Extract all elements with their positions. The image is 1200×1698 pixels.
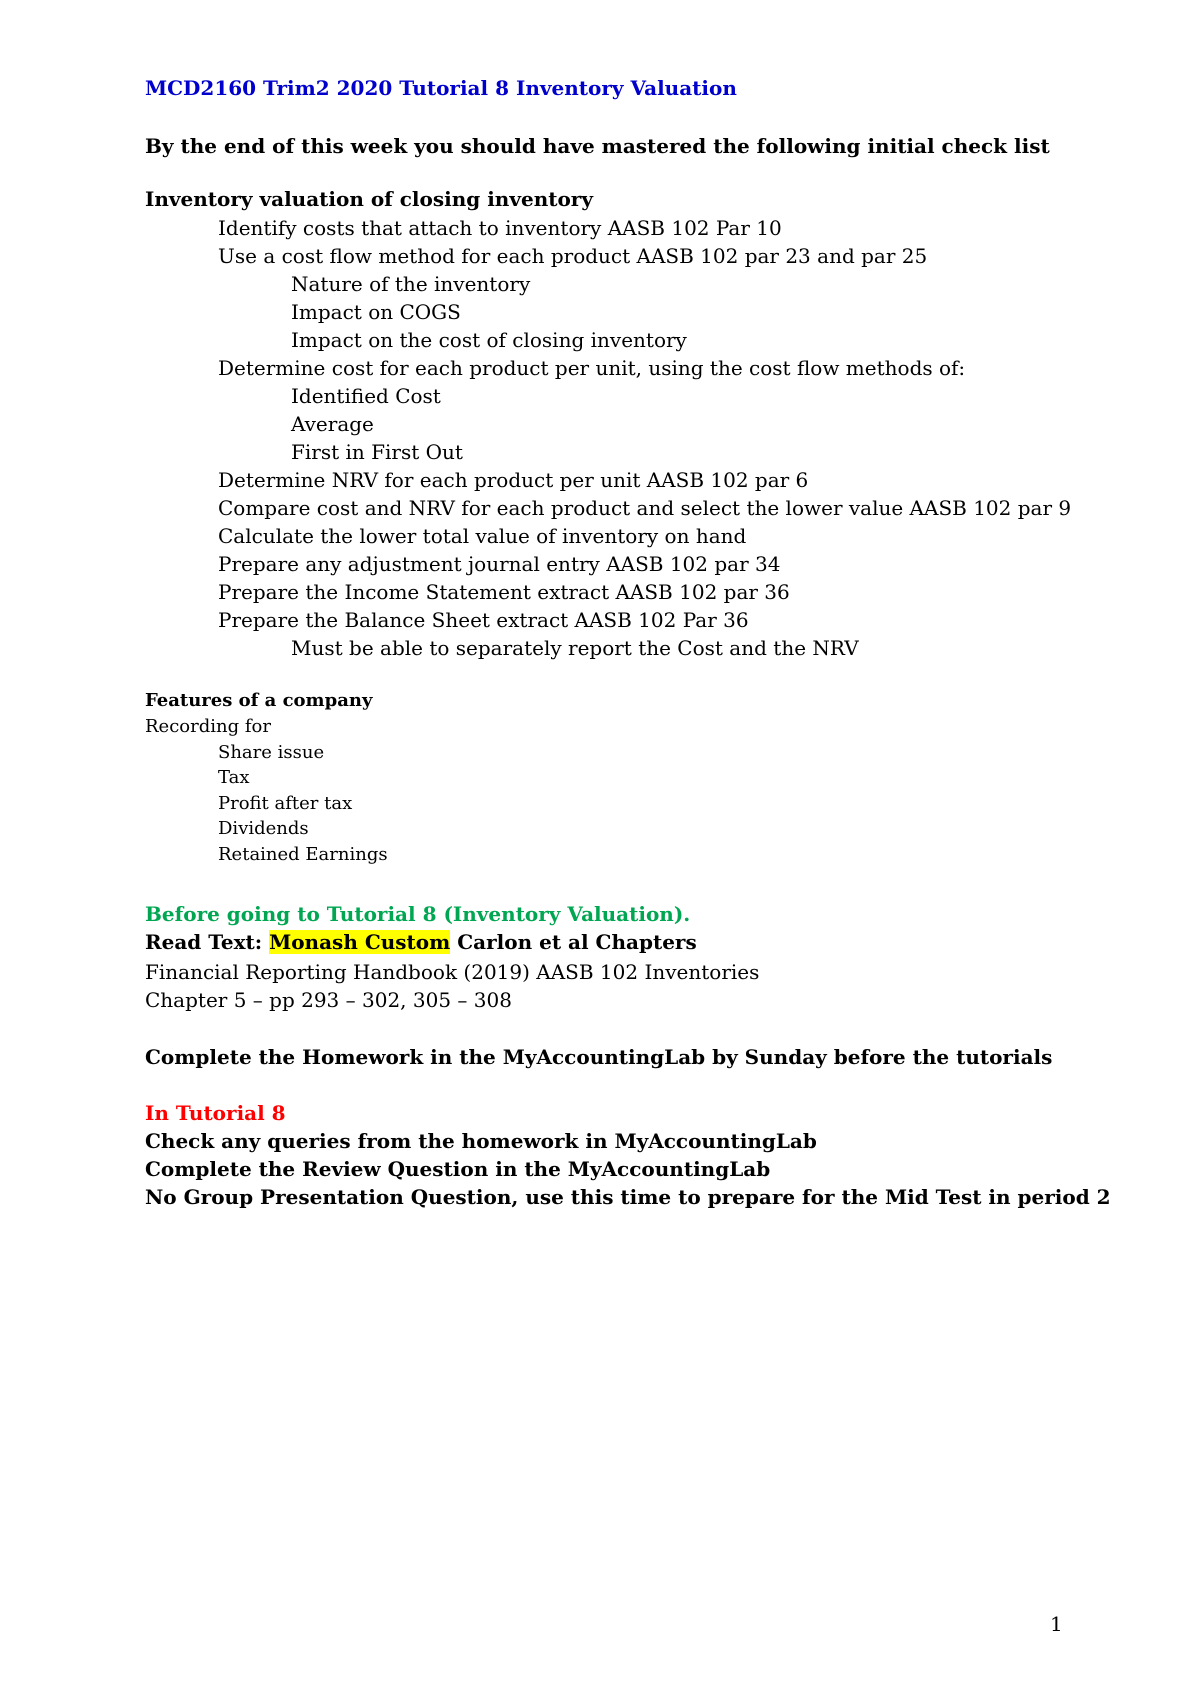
checklist-subitem: Identified Cost — [291, 384, 441, 408]
checklist-item: Use a cost flow method for each product AASB 102 par 23 and par 25 — [218, 244, 928, 268]
read-text-label: Read Text: — [145, 930, 263, 954]
chapter-reference: Chapter 5 – pp 293 – 302, 305 – 308 — [145, 988, 512, 1012]
intro-text: By the end of this week you should have mastered the following initial check list — [145, 134, 1050, 158]
inventory-heading: Inventory valuation of closing inventory — [145, 187, 593, 211]
checklist-item: Calculate the lower total value of inventory on hand — [218, 524, 747, 548]
checklist-item: Determine cost for each product per unit, using the cost flow methods of: — [218, 356, 966, 380]
checklist-subitem: Impact on COGS — [291, 300, 461, 324]
checklist-item: Prepare the Income Statement extract AASB 102 par 36 — [218, 580, 790, 604]
features-item: Profit after tax — [218, 793, 353, 814]
checklist-item: Determine NRV for each product per unit AASB 102 par 6 — [218, 468, 809, 492]
checklist-item: Prepare any adjustment journal entry AASB 102 par 34 — [218, 552, 781, 576]
checklist-subitem: Nature of the inventory — [291, 272, 531, 296]
features-item: Dividends — [218, 818, 309, 839]
checklist-subitem: Must be able to separately report the Cost and the NRV — [291, 636, 859, 660]
read-text-source: Carlon et al Chapters — [457, 930, 697, 954]
document-title: MCD2160 Trim2 2020 Tutorial 8 Inventory Valuation — [145, 76, 737, 100]
features-item: Share issue — [218, 742, 325, 763]
tutorial-task: Complete the Review Question in the MyAccountingLab — [145, 1157, 771, 1181]
features-heading: Features of a company — [145, 690, 373, 711]
checklist-subitem: First in First Out — [291, 440, 463, 464]
checklist-subitem: Average — [291, 412, 374, 436]
homework-instruction: Complete the Homework in the MyAccountingLab by Sunday before the tutorials — [145, 1045, 1053, 1069]
highlighted-text: Monash Custom — [269, 930, 451, 954]
checklist-item: Prepare the Balance Sheet extract AASB 102 Par 36 — [218, 608, 749, 632]
in-tutorial-heading: In Tutorial 8 — [145, 1101, 286, 1125]
features-item: Tax — [218, 767, 250, 788]
read-text-line — [145, 930, 697, 954]
tutorial-task: No Group Presentation Question, use this time to prepare for the Mid Test in period 2 — [145, 1185, 1111, 1209]
tutorial-task: Check any queries from the homework in MyAccountingLab — [145, 1129, 817, 1153]
page-number: 1 — [1050, 1612, 1063, 1636]
checklist-item: Compare cost and NRV for each product and select the lower value AASB 102 par 9 — [218, 496, 1072, 520]
handbook-reference: Financial Reporting Handbook (2019) AASB 102 Inventories — [145, 960, 760, 984]
checklist-item: Identify costs that attach to inventory AASB 102 Par 10 — [218, 216, 782, 240]
checklist-subitem: Impact on the cost of closing inventory — [291, 328, 687, 352]
before-tutorial-heading: Before going to Tutorial 8 (Inventory Valuation). — [145, 902, 691, 926]
features-recording: Recording for — [145, 716, 271, 737]
features-item: Retained Earnings — [218, 844, 388, 865]
